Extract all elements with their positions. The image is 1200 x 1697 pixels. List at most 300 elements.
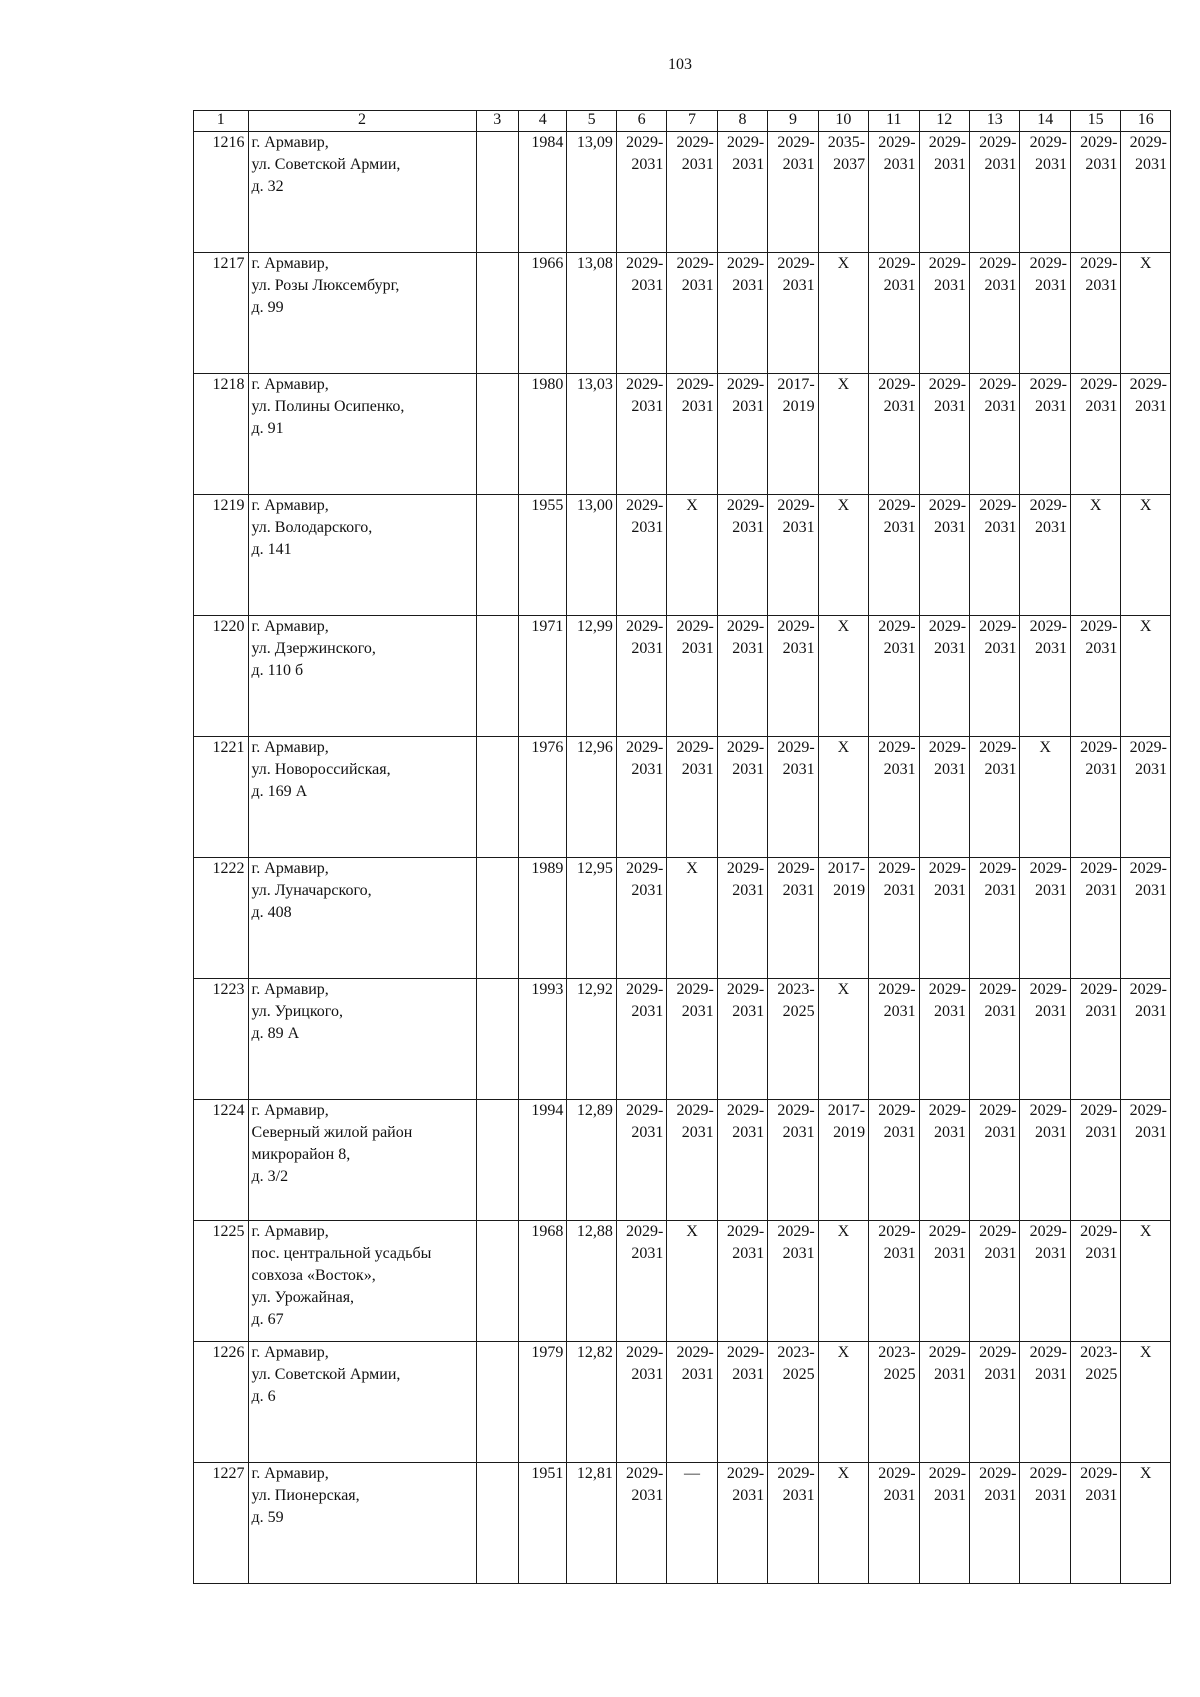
- period-cell-col7: [667, 858, 717, 979]
- row-number: 1227: [194, 1463, 249, 1584]
- period-cell-col6: [616, 1221, 666, 1342]
- period-cell-col13: [970, 495, 1020, 616]
- period-cell-col13: [970, 979, 1020, 1100]
- period-cell-col13: [970, 737, 1020, 858]
- page-number: 103: [668, 56, 692, 73]
- address-line: д. 59: [251, 1509, 284, 1526]
- year-cell: 1989: [518, 858, 566, 979]
- period-end: 2031: [1034, 277, 1067, 294]
- period-start: 2029-: [726, 1465, 765, 1482]
- period-cell-col10: [818, 858, 868, 979]
- period-start: 2029-: [726, 1344, 765, 1361]
- period-start: X: [1139, 618, 1152, 635]
- period-cell-col9: [768, 374, 818, 495]
- period-end: 2031: [984, 761, 1017, 778]
- table-row: [194, 979, 1171, 1100]
- period-cell-col7: [667, 132, 717, 253]
- address-line: г. Армавир,: [251, 860, 329, 877]
- period-cell-col16: [1121, 737, 1171, 858]
- period-cell-col11: [869, 1100, 919, 1221]
- row-number: 1224: [194, 1100, 249, 1221]
- year-cell: 1971: [518, 616, 566, 737]
- period-start: 2029-: [1080, 981, 1118, 998]
- period-start: X: [1039, 739, 1051, 756]
- period-end: 2031: [681, 1366, 714, 1383]
- period-end: 2031: [1135, 1124, 1167, 1141]
- year-cell: 1994: [518, 1100, 566, 1221]
- period-start: 2029-: [1129, 1102, 1167, 1119]
- period-cell-col10: [818, 1221, 868, 1342]
- period-cell-col14: [1020, 495, 1070, 616]
- period-start: 2029-: [878, 860, 916, 877]
- period-end: 2031: [1034, 398, 1067, 415]
- period-start: 2029-: [726, 497, 765, 514]
- period-end: 2031: [681, 640, 714, 657]
- header-cell: 13: [970, 111, 1020, 132]
- period-cell-col9: [768, 979, 818, 1100]
- table-row: [194, 1342, 1171, 1463]
- period-start: 2017-: [827, 1102, 866, 1119]
- value-cell: 12,92: [567, 979, 616, 1100]
- value-cell: 12,82: [567, 1342, 616, 1463]
- period-cell-col14: [1020, 737, 1070, 858]
- period-end: 2031: [883, 1245, 916, 1262]
- period-end: 2031: [1034, 1487, 1067, 1504]
- period-cell-col8: [717, 1342, 767, 1463]
- period-start: 2029-: [1029, 981, 1067, 998]
- address-line: ул. Пионерская,: [251, 1487, 360, 1504]
- period-end: 2031: [934, 1245, 967, 1262]
- period-cell-col11: [869, 737, 919, 858]
- address-line: д. 99: [251, 299, 284, 316]
- address-cell: [248, 374, 476, 495]
- row-number: 1221: [194, 737, 249, 858]
- period-start: 2029-: [726, 860, 765, 877]
- period-end: 2031: [984, 519, 1017, 536]
- period-cell-col14: [1020, 1221, 1070, 1342]
- period-start: 2029-: [878, 255, 916, 272]
- period-end: 2031: [934, 1124, 967, 1141]
- period-cell-col15: [1070, 374, 1120, 495]
- period-end: 2031: [782, 1487, 815, 1504]
- period-cell-col14: [1020, 132, 1070, 253]
- period-end: 2031: [934, 277, 967, 294]
- period-start: 2029-: [625, 860, 664, 877]
- period-cell-col14: [1020, 979, 1070, 1100]
- period-end: 2031: [1034, 882, 1067, 899]
- period-start: 2029-: [676, 134, 714, 151]
- period-end: 2031: [732, 156, 765, 173]
- period-end: 2031: [1034, 1003, 1067, 1020]
- period-start: 2029-: [625, 134, 664, 151]
- value-cell: 13,00: [567, 495, 616, 616]
- period-end: 2031: [984, 1245, 1017, 1262]
- header-cell: 10: [818, 111, 868, 132]
- col3-cell: [476, 1221, 518, 1342]
- address-line: г. Армавир,: [251, 1465, 329, 1482]
- period-start: 2029-: [928, 1223, 967, 1240]
- period-start: 2029-: [777, 134, 815, 151]
- period-start: 2029-: [726, 618, 765, 635]
- address-line: ул. Урицкого,: [251, 1003, 343, 1020]
- period-start: 2029-: [625, 497, 664, 514]
- period-start: 2029-: [878, 134, 916, 151]
- period-cell-col6: [616, 858, 666, 979]
- period-cell-col7: [667, 1221, 717, 1342]
- period-end: 2031: [631, 882, 664, 899]
- year-cell: 1976: [518, 737, 566, 858]
- period-cell-col16: [1121, 1100, 1171, 1221]
- period-end: 2031: [732, 882, 765, 899]
- period-cell-col7: [667, 979, 717, 1100]
- period-cell-col10: [818, 132, 868, 253]
- period-end: 2031: [681, 1124, 714, 1141]
- period-end: 2031: [883, 519, 916, 536]
- period-cell-col11: [869, 253, 919, 374]
- period-start: 2029-: [676, 376, 714, 393]
- period-cell-col8: [717, 1221, 767, 1342]
- table-row: [194, 253, 1171, 374]
- period-cell-col6: [616, 495, 666, 616]
- period-cell-col13: [970, 1342, 1020, 1463]
- address-line: д. 6: [251, 1388, 276, 1405]
- period-cell-col15: [1070, 858, 1120, 979]
- period-end: 2031: [631, 1366, 664, 1383]
- period-cell-col12: [919, 1342, 969, 1463]
- address-line: д. 89 А: [251, 1025, 300, 1042]
- address-line: г. Армавир,: [251, 497, 329, 514]
- address-line: г. Армавир,: [251, 981, 329, 998]
- period-start: 2023-: [777, 981, 815, 998]
- period-cell-col7: [667, 1100, 717, 1221]
- address-line: ул. Урожайная,: [251, 1289, 355, 1306]
- header-cell: 8: [717, 111, 767, 132]
- address-line: д. 408: [251, 904, 292, 921]
- period-start: 2029-: [1029, 1344, 1067, 1361]
- address-line: ул. Новороссийская,: [251, 761, 391, 778]
- period-cell-col11: [869, 374, 919, 495]
- period-cell-col12: [919, 616, 969, 737]
- table-row: [194, 1463, 1171, 1584]
- period-start: 2029-: [625, 1344, 664, 1361]
- period-start: 2029-: [1029, 255, 1067, 272]
- period-end: 2031: [1085, 640, 1118, 657]
- period-start: 2029-: [979, 1344, 1017, 1361]
- period-end: 2031: [631, 398, 664, 415]
- address-line: Северный жилой район: [251, 1124, 413, 1141]
- period-end: 2031: [934, 882, 967, 899]
- period-cell-col6: [616, 737, 666, 858]
- period-start: 2029-: [676, 1102, 714, 1119]
- period-cell-col10: [818, 1463, 868, 1584]
- period-end: 2031: [883, 277, 916, 294]
- period-cell-col7: [667, 253, 717, 374]
- period-cell-col15: [1070, 1100, 1120, 1221]
- header-cell: 2: [248, 111, 476, 132]
- table-row: [194, 132, 1171, 253]
- period-end: 2031: [1034, 1366, 1067, 1383]
- period-end: 2031: [782, 640, 815, 657]
- period-end: 2031: [681, 398, 714, 415]
- header-cell: 4: [518, 111, 566, 132]
- period-end: 2031: [984, 398, 1017, 415]
- address-line: д. 141: [251, 541, 292, 558]
- period-cell-col12: [919, 495, 969, 616]
- period-end: 2031: [883, 1487, 916, 1504]
- address-cell: [248, 253, 476, 374]
- period-start: X: [837, 376, 850, 393]
- period-cell-col8: [717, 1463, 767, 1584]
- header-cell: 7: [667, 111, 717, 132]
- period-end: 2025: [1085, 1366, 1118, 1383]
- period-cell-col9: [768, 253, 818, 374]
- period-end: 2025: [883, 1366, 916, 1383]
- period-start: X: [1139, 1465, 1152, 1482]
- header-cell: 16: [1121, 111, 1171, 132]
- address-line: микрорайон 8,: [251, 1146, 351, 1163]
- value-cell: 13,09: [567, 132, 616, 253]
- period-cell-col12: [919, 858, 969, 979]
- period-end: 2031: [732, 277, 765, 294]
- address-line: д. 32: [251, 178, 284, 195]
- period-cell-col7: [667, 616, 717, 737]
- address-line: д. 110 б: [251, 662, 304, 679]
- address-line: г. Армавир,: [251, 1223, 329, 1240]
- period-cell-col6: [616, 1100, 666, 1221]
- year-cell: 1955: [518, 495, 566, 616]
- period-start: X: [1139, 1223, 1152, 1240]
- address-cell: [248, 1100, 476, 1221]
- address-line: д. 91: [251, 420, 284, 437]
- period-cell-col13: [970, 374, 1020, 495]
- period-cell-col10: [818, 253, 868, 374]
- period-end: 2031: [934, 519, 967, 536]
- period-start: 2029-: [928, 981, 967, 998]
- period-end: 2031: [883, 1003, 916, 1020]
- period-end: 2031: [1085, 761, 1118, 778]
- period-end: 2031: [732, 1245, 765, 1262]
- period-start: 2029-: [979, 497, 1017, 514]
- period-cell-col7: [667, 495, 717, 616]
- period-end: 2031: [631, 156, 664, 173]
- address-line: г. Армавир,: [251, 134, 329, 151]
- period-cell-col14: [1020, 374, 1070, 495]
- address-cell: [248, 132, 476, 253]
- period-cell-col14: [1020, 1100, 1070, 1221]
- year-cell: 1979: [518, 1342, 566, 1463]
- period-cell-col10: [818, 737, 868, 858]
- period-end: 2031: [1034, 1124, 1067, 1141]
- row-number: 1222: [194, 858, 249, 979]
- period-start: 2029-: [726, 739, 765, 756]
- period-cell-col12: [919, 979, 969, 1100]
- period-start: 2029-: [1029, 376, 1067, 393]
- period-cell-col10: [818, 616, 868, 737]
- period-cell-col13: [970, 1221, 1020, 1342]
- period-end: 2019: [833, 1124, 866, 1141]
- value-cell: 12,96: [567, 737, 616, 858]
- period-end: 2031: [631, 640, 664, 657]
- housing-schedule-table: [193, 110, 1171, 1584]
- period-cell-col11: [869, 616, 919, 737]
- period-end: 2031: [732, 640, 765, 657]
- table-row: [194, 1100, 1171, 1221]
- period-end: 2031: [883, 398, 916, 415]
- period-cell-col13: [970, 616, 1020, 737]
- period-cell-col6: [616, 1463, 666, 1584]
- period-cell-col9: [768, 1342, 818, 1463]
- period-end: 2031: [984, 1487, 1017, 1504]
- period-start: 2029-: [625, 981, 664, 998]
- period-cell-col8: [717, 495, 767, 616]
- col3-cell: [476, 132, 518, 253]
- period-start: X: [837, 1465, 850, 1482]
- period-cell-col11: [869, 1221, 919, 1342]
- period-end: 2031: [732, 398, 765, 415]
- period-cell-col15: [1070, 495, 1120, 616]
- value-cell: 12,88: [567, 1221, 616, 1342]
- period-end: 2037: [833, 156, 866, 173]
- period-start: 2029-: [878, 1465, 916, 1482]
- period-end: 2031: [984, 1003, 1017, 1020]
- period-start: 2029-: [928, 255, 967, 272]
- period-start: 2029-: [1080, 618, 1118, 635]
- period-end: 2031: [782, 519, 815, 536]
- address-line: ул. Володарского,: [251, 519, 373, 536]
- period-end: 2031: [883, 761, 916, 778]
- period-start: 2029-: [1129, 981, 1167, 998]
- period-start: 2029-: [928, 497, 967, 514]
- period-start: 2029-: [1129, 376, 1167, 393]
- address-line: г. Армавир,: [251, 1102, 329, 1119]
- period-start: 2029-: [676, 739, 714, 756]
- period-start: X: [1139, 1344, 1152, 1361]
- period-end: 2031: [934, 761, 967, 778]
- period-start: X: [1139, 255, 1152, 272]
- period-start: X: [837, 1344, 850, 1361]
- period-start: 2029-: [1080, 255, 1118, 272]
- period-cell-col15: [1070, 616, 1120, 737]
- col3-cell: [476, 1463, 518, 1584]
- period-cell-col15: [1070, 979, 1120, 1100]
- period-end: 2031: [681, 277, 714, 294]
- period-start: 2029-: [726, 376, 765, 393]
- col3-cell: [476, 616, 518, 737]
- address-line: ул. Розы Люксембург,: [251, 277, 400, 294]
- value-cell: 12,89: [567, 1100, 616, 1221]
- period-cell-col14: [1020, 858, 1070, 979]
- period-start: 2029-: [979, 1102, 1017, 1119]
- period-cell-col12: [919, 132, 969, 253]
- period-start: X: [837, 981, 850, 998]
- period-end: 2031: [631, 1245, 664, 1262]
- period-start: 2017-: [827, 860, 866, 877]
- period-cell-col8: [717, 858, 767, 979]
- period-start: X: [837, 618, 850, 635]
- row-number: 1216: [194, 132, 249, 253]
- row-number: 1218: [194, 374, 249, 495]
- period-end: 2031: [782, 1124, 815, 1141]
- address-cell: [248, 1221, 476, 1342]
- period-end: 2031: [782, 156, 815, 173]
- period-start: 2029-: [777, 739, 815, 756]
- period-end: 2031: [984, 882, 1017, 899]
- period-end: 2031: [934, 640, 967, 657]
- period-cell-col16: [1121, 495, 1171, 616]
- period-cell-col6: [616, 132, 666, 253]
- period-start: 2029-: [1129, 134, 1167, 151]
- period-start: 2029-: [625, 255, 664, 272]
- period-end: 2031: [883, 882, 916, 899]
- header-cell: 12: [919, 111, 969, 132]
- period-cell-col16: [1121, 132, 1171, 253]
- period-start: X: [1139, 497, 1152, 514]
- period-start: 2029-: [878, 1102, 916, 1119]
- period-end: 2031: [1034, 1245, 1067, 1262]
- address-line: г. Армавир,: [251, 376, 329, 393]
- period-cell-col7: [667, 1342, 717, 1463]
- row-number: 1220: [194, 616, 249, 737]
- period-start: 2029-: [928, 860, 967, 877]
- period-cell-col7: [667, 737, 717, 858]
- period-start: 2029-: [726, 134, 765, 151]
- period-cell-col8: [717, 616, 767, 737]
- address-line: ул. Советской Армии,: [251, 156, 401, 173]
- period-start: X: [686, 1223, 698, 1240]
- period-end: 2031: [934, 398, 967, 415]
- period-end: 2031: [1034, 156, 1067, 173]
- period-end: 2031: [934, 1003, 967, 1020]
- address-line: г. Армавир,: [251, 739, 329, 756]
- period-cell-col7: [667, 1463, 717, 1584]
- table-row: [194, 374, 1171, 495]
- period-cell-col11: [869, 495, 919, 616]
- header-cell: 5: [567, 111, 616, 132]
- period-start: 2029-: [878, 739, 916, 756]
- period-end: 2031: [1085, 277, 1118, 294]
- period-start: 2029-: [777, 1223, 815, 1240]
- period-end: 2031: [984, 156, 1017, 173]
- period-end: 2031: [1085, 1003, 1118, 1020]
- period-start: 2029-: [878, 618, 916, 635]
- period-start: 2029-: [777, 1465, 815, 1482]
- header-cell: 9: [768, 111, 818, 132]
- period-start: 2029-: [979, 376, 1017, 393]
- period-start: 2029-: [726, 1223, 765, 1240]
- period-cell-col15: [1070, 132, 1120, 253]
- period-end: 2031: [732, 519, 765, 536]
- period-cell-col11: [869, 858, 919, 979]
- col3-cell: [476, 374, 518, 495]
- header-cell: 14: [1020, 111, 1070, 132]
- table-body: [194, 132, 1171, 1584]
- period-start: 2029-: [928, 1465, 967, 1482]
- period-cell-col12: [919, 1221, 969, 1342]
- address-line: г. Армавир,: [251, 618, 329, 635]
- period-start: X: [686, 860, 698, 877]
- period-end: 2031: [1135, 398, 1167, 415]
- address-line: пос. центральной усадьбы: [251, 1245, 432, 1262]
- period-start: 2023-: [878, 1344, 916, 1361]
- period-end: 2031: [1135, 761, 1167, 778]
- address-line: д. 67: [251, 1311, 284, 1328]
- period-cell-col8: [717, 132, 767, 253]
- period-end: 2031: [934, 1366, 967, 1383]
- period-end: 2031: [883, 640, 916, 657]
- period-start: 2029-: [1080, 860, 1118, 877]
- table-row: [194, 616, 1171, 737]
- address-cell: [248, 495, 476, 616]
